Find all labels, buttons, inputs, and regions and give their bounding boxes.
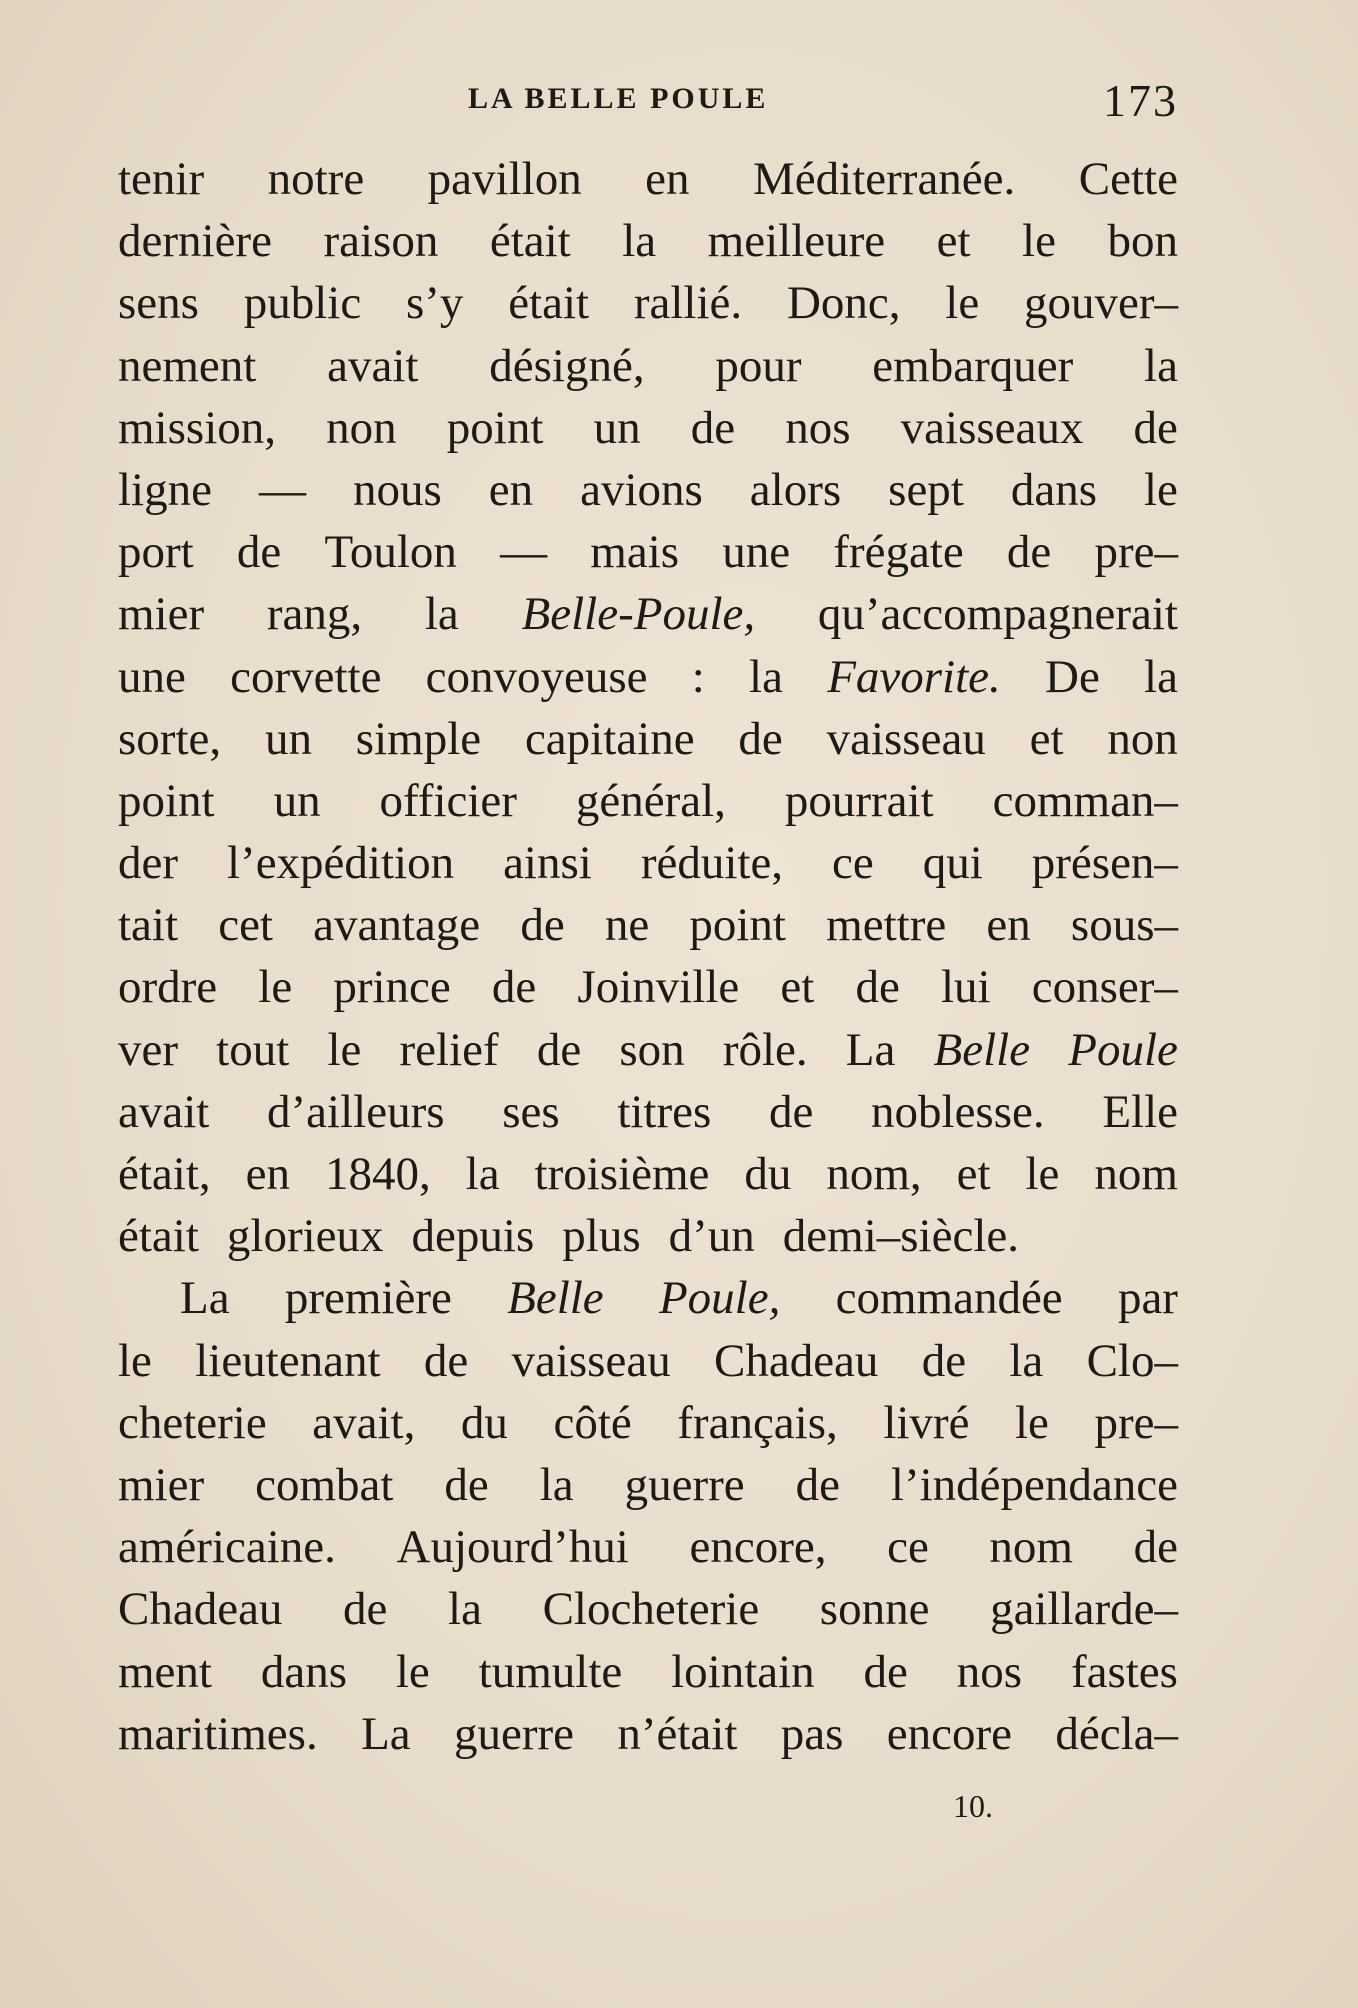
word: simple <box>355 712 482 765</box>
word: encore <box>886 1707 1012 1760</box>
word: non <box>326 401 397 454</box>
text-line <box>118 463 1178 525</box>
text-line <box>118 1085 1178 1147</box>
word: pourrait <box>784 774 934 827</box>
word: Clocheterie <box>542 1583 760 1636</box>
word: s’y <box>405 277 464 330</box>
text-line <box>118 1582 1178 1644</box>
word: pre– <box>1094 526 1178 579</box>
word: dans <box>1010 463 1098 516</box>
word: le <box>1025 1148 1060 1200</box>
word: par <box>1117 1272 1178 1325</box>
text-line <box>118 1147 1178 1209</box>
word: de <box>768 1085 814 1138</box>
word: l’indépendance <box>890 1458 1178 1511</box>
text-line <box>118 1645 1178 1707</box>
word: de <box>236 526 282 579</box>
text-line <box>118 898 1178 960</box>
text-line <box>118 401 1178 463</box>
word: première <box>284 1272 452 1325</box>
word: pre– <box>1094 1396 1178 1449</box>
word: glorieux <box>226 1210 384 1263</box>
text-line <box>118 276 1178 338</box>
word: en <box>245 1148 290 1200</box>
word: La <box>180 1272 230 1325</box>
word: le <box>118 1334 152 1387</box>
word: relief <box>399 1023 499 1076</box>
word: der <box>118 837 179 890</box>
word: d’un <box>668 1210 755 1263</box>
word: Aujourd’hui <box>396 1521 629 1574</box>
word: de <box>921 1334 967 1387</box>
word: rôle. <box>722 1023 808 1076</box>
word: sens <box>118 277 199 330</box>
text-line <box>118 1707 1178 1769</box>
word: nos <box>956 1645 1023 1698</box>
word: la <box>424 588 459 641</box>
word: rallié. <box>633 277 743 330</box>
word: le <box>258 961 293 1014</box>
word: de <box>1006 526 1052 579</box>
word: guerre <box>624 1458 745 1511</box>
word: cet <box>218 899 273 952</box>
word: sous– <box>1070 899 1178 952</box>
word: 1840, <box>324 1148 431 1200</box>
word: était <box>489 215 571 268</box>
word: le <box>327 1023 362 1076</box>
word: de <box>863 1645 908 1698</box>
word: de <box>1133 1521 1178 1574</box>
body-text <box>118 152 1178 1769</box>
signature-mark: 10. <box>953 1788 993 1824</box>
word: qu’accompagnerait <box>817 588 1178 641</box>
word: de <box>738 712 783 765</box>
word: un <box>593 401 641 454</box>
word: — <box>500 526 548 579</box>
word: pour <box>715 339 802 392</box>
text-line <box>118 1396 1178 1458</box>
text-line <box>118 712 1178 774</box>
word: Cette <box>1078 153 1178 205</box>
word: américaine. <box>118 1521 336 1574</box>
word: Donc, <box>786 277 901 330</box>
word: commandée <box>835 1272 1063 1325</box>
word: ordre <box>118 961 218 1014</box>
word: plus <box>562 1210 641 1263</box>
word: le <box>395 1645 430 1698</box>
text-line <box>118 525 1178 587</box>
word: : <box>691 650 705 703</box>
word: public <box>243 277 362 330</box>
word: du <box>460 1396 508 1449</box>
word: La <box>361 1707 411 1760</box>
word: La <box>845 1023 896 1076</box>
word: sorte, <box>118 712 222 765</box>
text-line <box>118 152 1178 214</box>
word: avait <box>327 339 419 392</box>
word: tumulte <box>478 1645 623 1698</box>
word: ce <box>887 1521 929 1574</box>
word: la <box>622 215 657 268</box>
word: l’expédition <box>226 837 455 890</box>
word: en <box>645 153 690 205</box>
word: la <box>465 1148 500 1200</box>
word: avait <box>118 1085 210 1138</box>
word: officier <box>379 774 517 827</box>
word: cheterie <box>118 1396 267 1449</box>
word: demi–siècle. <box>782 1210 1019 1263</box>
word: en <box>488 463 534 516</box>
word: qui <box>922 837 983 890</box>
word: Favorite. <box>827 650 1001 703</box>
text-line <box>118 214 1178 276</box>
word: meilleure <box>707 215 886 268</box>
text-line <box>118 836 1178 898</box>
word: convoyeuse <box>425 650 648 703</box>
word: port <box>118 526 194 579</box>
word: pavillon <box>427 153 582 205</box>
word: de <box>855 961 900 1014</box>
text-line <box>118 1023 1178 1085</box>
word: lui <box>940 961 991 1014</box>
word: et <box>1029 712 1064 765</box>
word: livré <box>883 1396 970 1449</box>
word: un <box>264 712 312 765</box>
word: général, <box>575 774 726 827</box>
word: la <box>1009 1334 1044 1387</box>
word: le <box>1022 215 1056 268</box>
word: la <box>749 650 783 703</box>
word: troisième <box>534 1148 710 1200</box>
word: fastes <box>1070 1645 1178 1698</box>
word: le <box>1144 463 1178 516</box>
word: avait, <box>312 1396 416 1449</box>
word: une <box>118 650 186 703</box>
word: tait <box>118 899 179 952</box>
word: lointain <box>671 1645 815 1698</box>
word: côté <box>553 1396 632 1449</box>
word: combat <box>255 1458 394 1511</box>
word: la <box>448 1583 482 1636</box>
word: Toulon <box>324 526 457 579</box>
word: Joinville <box>577 961 740 1014</box>
word: prince <box>333 961 451 1014</box>
running-head-title: LA BELLE POULE <box>468 82 769 115</box>
word: alors <box>749 463 842 516</box>
word: avantage <box>313 899 481 952</box>
word: français, <box>677 1396 838 1449</box>
word: bon <box>1107 215 1178 268</box>
word: lieutenant <box>195 1334 381 1387</box>
word: non <box>1107 712 1178 765</box>
word: son <box>619 1023 685 1076</box>
word: Elle <box>1102 1085 1178 1138</box>
word: ce <box>832 837 874 890</box>
word: encore, <box>689 1521 827 1574</box>
text-line <box>118 1334 1178 1396</box>
word: De <box>1045 650 1100 703</box>
word: Clo– <box>1086 1334 1178 1387</box>
text-line <box>118 650 1178 712</box>
word: une <box>722 526 791 579</box>
word: n’était <box>617 1707 738 1760</box>
word: nous <box>352 463 442 516</box>
word: du <box>744 1148 792 1200</box>
word: point <box>689 899 786 952</box>
text-line <box>118 1271 1178 1333</box>
word: nos <box>785 401 851 454</box>
word: vaisseau <box>511 1334 671 1387</box>
word: capitaine <box>524 712 695 765</box>
word: notre <box>267 153 365 205</box>
word: ligne <box>118 463 212 516</box>
word: corvette <box>230 650 382 703</box>
word: et <box>780 961 815 1014</box>
word: rang, <box>266 588 363 641</box>
word: en <box>986 899 1031 952</box>
word: maritimes. <box>118 1707 318 1760</box>
running-head <box>118 74 1178 124</box>
word: Belle <box>507 1272 604 1325</box>
word: gaillarde– <box>990 1583 1178 1636</box>
word: mier <box>118 1458 205 1511</box>
word: dernière <box>118 215 272 268</box>
word: de <box>795 1458 840 1511</box>
word: Poule <box>1068 1023 1178 1076</box>
word: la <box>1144 339 1178 392</box>
text-line <box>118 1209 1178 1271</box>
word: était <box>118 1210 199 1263</box>
word: Belle <box>933 1023 1031 1076</box>
word: le <box>1015 1396 1049 1449</box>
word: sonne <box>819 1583 930 1636</box>
word: de <box>491 961 537 1014</box>
word: ne <box>604 899 650 952</box>
word: nement <box>118 339 257 392</box>
word: avions <box>580 463 703 516</box>
word: ainsi <box>503 837 592 890</box>
word: mission, <box>118 401 277 454</box>
word: conser– <box>1031 961 1178 1014</box>
word: Poule, <box>658 1272 781 1325</box>
word: raison <box>323 215 439 268</box>
word: Belle-Poule, <box>521 588 756 641</box>
word: d’ailleurs <box>267 1085 445 1138</box>
text-line <box>118 1520 1178 1582</box>
word: de <box>520 899 565 952</box>
word: ment <box>118 1645 212 1698</box>
word: de <box>444 1458 489 1511</box>
word: la <box>1144 650 1178 703</box>
text-line <box>118 960 1178 1022</box>
word: mettre <box>826 899 947 952</box>
word: et <box>936 215 971 268</box>
word: nom <box>989 1521 1073 1574</box>
word: nom, <box>826 1148 922 1200</box>
word: comman– <box>992 774 1178 827</box>
word: vaisseau <box>826 712 986 765</box>
word: ses <box>502 1085 560 1138</box>
text-line <box>118 587 1178 649</box>
word: décla– <box>1055 1707 1178 1760</box>
word: désigné, <box>489 339 645 392</box>
text-line <box>118 339 1178 401</box>
word: le <box>945 277 980 330</box>
word: sept <box>888 463 964 516</box>
word: vaisseaux <box>900 401 1084 454</box>
word: mier <box>118 588 205 641</box>
word: un <box>273 774 321 827</box>
word: de <box>343 1583 388 1636</box>
word: gouver– <box>1023 277 1178 330</box>
word: point <box>446 401 544 454</box>
word: titres <box>617 1085 712 1138</box>
word: réduite, <box>640 837 784 890</box>
text-line <box>118 1458 1178 1520</box>
word: frégate <box>833 526 964 579</box>
word: était, <box>118 1148 211 1200</box>
word: tenir <box>118 153 205 205</box>
word: était <box>508 277 590 330</box>
word: présen– <box>1031 837 1178 890</box>
word: la <box>539 1458 574 1511</box>
word: mais <box>590 526 680 579</box>
word: pas <box>780 1707 844 1760</box>
word: dans <box>260 1645 347 1698</box>
word: de <box>536 1023 582 1076</box>
word: Chadeau <box>118 1583 283 1636</box>
word: noblesse. <box>871 1085 1045 1138</box>
word: point <box>118 774 215 827</box>
word: de <box>1133 401 1178 454</box>
word: de <box>690 401 736 454</box>
page-number: 173 <box>1103 75 1178 126</box>
word: de <box>423 1334 469 1387</box>
word: et <box>956 1148 991 1200</box>
word: nom <box>1094 1148 1178 1200</box>
word: embarquer <box>872 339 1074 392</box>
text-line <box>118 774 1178 836</box>
word: depuis <box>411 1210 535 1263</box>
word: tout <box>216 1023 290 1076</box>
word: guerre <box>453 1707 575 1760</box>
word: Méditerranée. <box>753 153 1016 205</box>
word: ver <box>118 1023 179 1076</box>
word: Chadeau <box>713 1334 879 1387</box>
word: — <box>258 463 306 516</box>
